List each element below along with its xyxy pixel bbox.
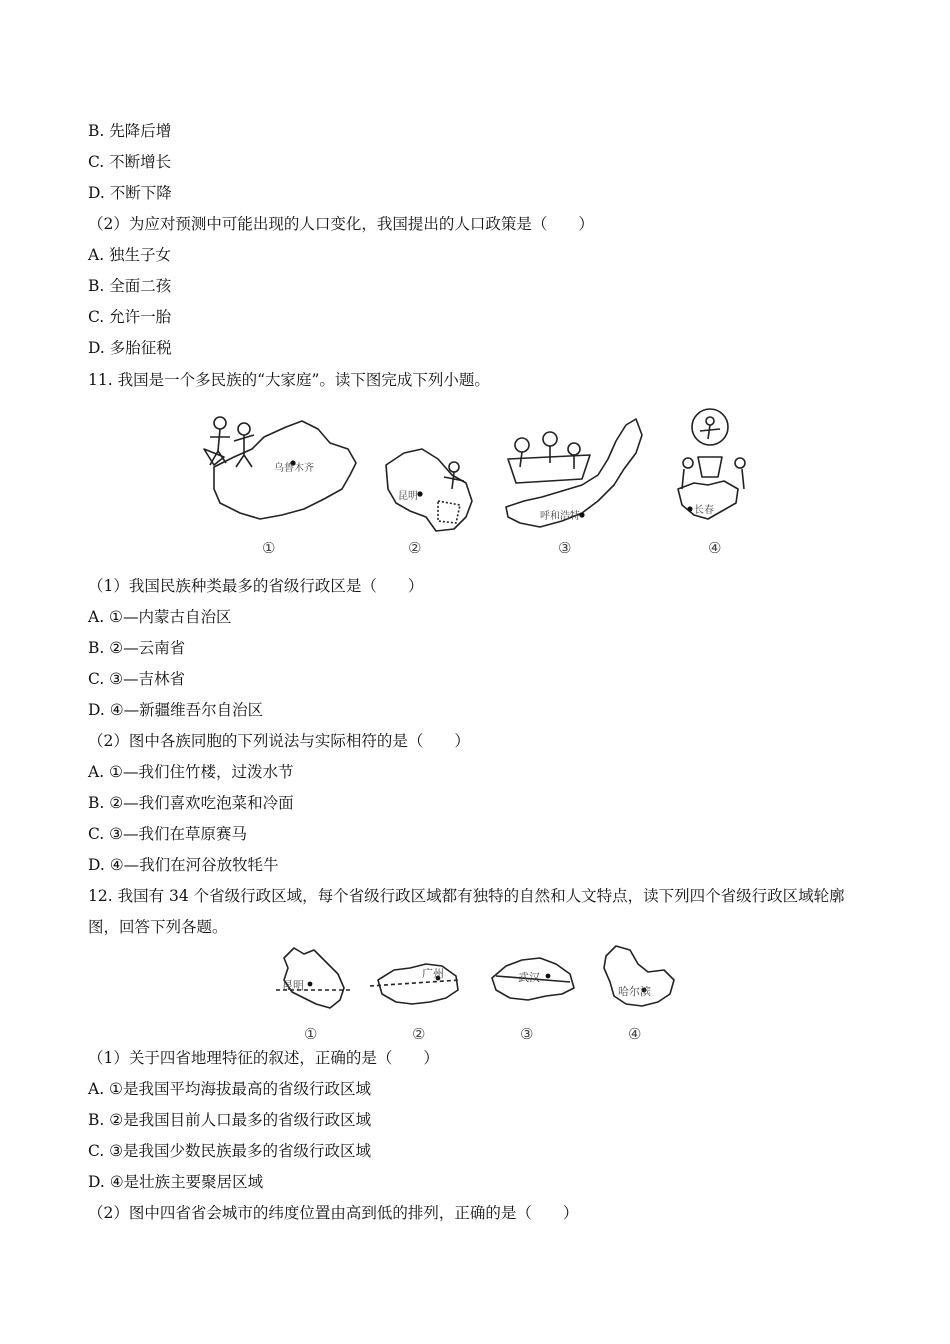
q12-sub2-stem: （2）图中四省省会城市的纬度位置由高到低的排列，正确的是（ ） — [88, 1204, 579, 1222]
q12-figure-label-2: ② — [412, 1025, 426, 1043]
q12-sub1-option-a: A. ①是我国平均海拔最高的省级行政区域 — [88, 1080, 371, 1098]
q10-sub2-option-a: A. 独生子女 — [88, 246, 172, 264]
q11-figure-label-2: ② — [408, 539, 422, 557]
q11-sub1-option-c: C. ③—吉林省 — [88, 670, 186, 688]
city-label-wuhan: 武汉 — [518, 971, 540, 984]
q10-sub2-option-d: D. 多胎征税 — [88, 339, 172, 357]
q12-province-outlines-figure — [270, 940, 690, 1045]
q11-sub1-option-d: D. ④—新疆维吾尔自治区 — [88, 701, 264, 719]
jilin-dancer-illustration — [682, 409, 745, 489]
q12-sub1-option-d: D. ④是壮族主要聚居区域 — [88, 1173, 264, 1191]
hohhot-point — [579, 512, 584, 517]
wuhan-point — [546, 974, 551, 979]
q10-sub2-option-c: C. 允许一胎 — [88, 308, 172, 326]
q12-figure-label-3: ③ — [520, 1025, 534, 1043]
city-label-urumqi: 乌鲁木齐 — [274, 463, 314, 474]
city-label-guangzhou: 广州 — [422, 967, 444, 980]
q11-figure-label-3: ③ — [558, 539, 572, 557]
q12-figure-label-1: ① — [304, 1025, 318, 1043]
q12-figure-label-4: ④ — [628, 1025, 642, 1043]
q11-sub2-option-d: D. ④—我们在河谷放牧牦牛 — [88, 856, 279, 874]
city-label-kunming: 昆明 — [398, 491, 418, 502]
q10-option-b: B. 先降后增 — [88, 122, 172, 140]
q11-sub2-option-c: C. ③—我们在草原赛马 — [88, 825, 248, 843]
q11-sub1-option-b: B. ②—云南省 — [88, 639, 186, 657]
q12-stem: 12. 我国有 34 个省级行政区域，每个省级行政区域都有独特的自然和人文特点，读下列四个省级行政区域轮廓图，回答下列各题。 — [88, 887, 845, 936]
q10-option-c: C. 不断增长 — [88, 153, 172, 171]
changchun-point — [687, 506, 692, 511]
q11-sub1-stem: （1）我国民族种类最多的省级行政区是（ ） — [88, 577, 424, 595]
q10-sub2-option-b: B. 全面二孩 — [88, 277, 172, 295]
q11-stem: 11. 我国是一个多民族的“大家庭”。读下图完成下列小题。 — [88, 371, 490, 389]
q11-figure-drawing — [190, 405, 760, 560]
q11-figure-label-4: ④ — [708, 539, 722, 557]
city-label-harbin: 哈尔滨 — [618, 985, 651, 998]
q11-sub2-option-b: B. ②—我们喜欢吃泡菜和冷面 — [88, 794, 294, 812]
q11-figure-label-1: ① — [262, 539, 276, 557]
yunnan-dancer-illustration — [438, 462, 464, 523]
q12-sub1-option-c: C. ③是我国少数民族最多的省级行政区域 — [88, 1142, 372, 1160]
q10-option-d: D. 不断下降 — [88, 184, 172, 202]
kunming-point-small — [308, 982, 313, 987]
q12-sub1-stem: （1）关于四省地理特征的叙述，正确的是（ ） — [88, 1049, 439, 1067]
city-label-hohhot: 呼和浩特 — [540, 511, 580, 522]
q11-sub2-option-a: A. ①—我们住竹楼，过泼水节 — [88, 763, 294, 781]
kunming-point — [417, 491, 422, 496]
q11-sub1-option-a: A. ①—内蒙古自治区 — [88, 608, 232, 626]
guangdong-outline — [378, 964, 458, 1004]
city-label-changchun: 长春 — [694, 505, 714, 516]
q12-sub1-option-b: B. ②是我国目前人口最多的省级行政区域 — [88, 1111, 372, 1129]
q11-sub2-stem: （2）图中各族同胞的下列说法与实际相符的是（ ） — [88, 732, 470, 750]
city-label-kunming-2: 昆明 — [282, 979, 304, 992]
q10-sub2-stem: （2）为应对预测中可能出现的人口变化，我国提出的人口政策是（ ） — [88, 215, 594, 233]
q11-ethnic-provinces-figure — [190, 405, 760, 560]
mongolia-riders-illustration — [508, 432, 590, 483]
